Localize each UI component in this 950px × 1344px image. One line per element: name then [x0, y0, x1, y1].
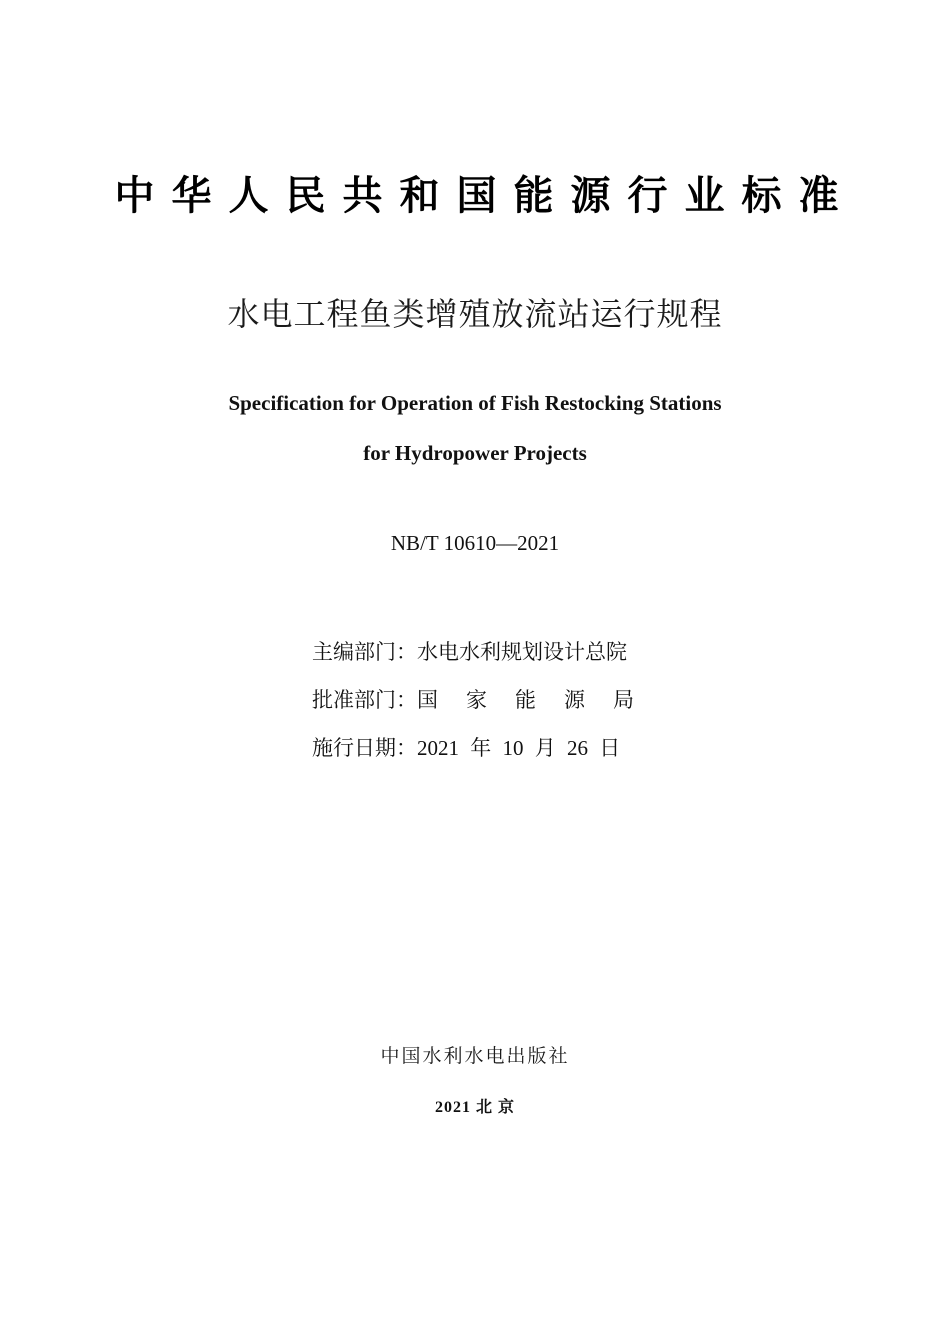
standard-category-header: 中华人民共和国能源行业标准	[114, 173, 856, 219]
editor-label: 主编部门：	[312, 640, 417, 664]
effective-date-row	[312, 724, 732, 772]
approver-row	[312, 676, 732, 724]
english-title-line-2: for Hydropower Projects	[363, 441, 587, 465]
publisher-name: 中国水利水电出版社	[380, 1045, 570, 1067]
english-title-line-1: Specification for Operation of Fish Restocking Stations	[228, 391, 722, 415]
approver-label: 批准部门：	[312, 688, 417, 712]
effective-date-label: 施行日期：	[312, 736, 417, 760]
standard-number: NB/T 10610—2021	[390, 531, 560, 555]
issuance-info	[312, 628, 732, 772]
publication-year-place: 2021 北 京	[434, 1099, 515, 1116]
editor-row	[312, 628, 732, 676]
editor-value: 水电水利规划设计总院	[417, 640, 627, 664]
effective-date-value: 2021 年 10 月 26 日	[417, 736, 621, 760]
approver-value: 国家能源局	[417, 688, 662, 712]
chinese-title: 水电工程鱼类增殖放流站运行规程	[227, 295, 723, 333]
